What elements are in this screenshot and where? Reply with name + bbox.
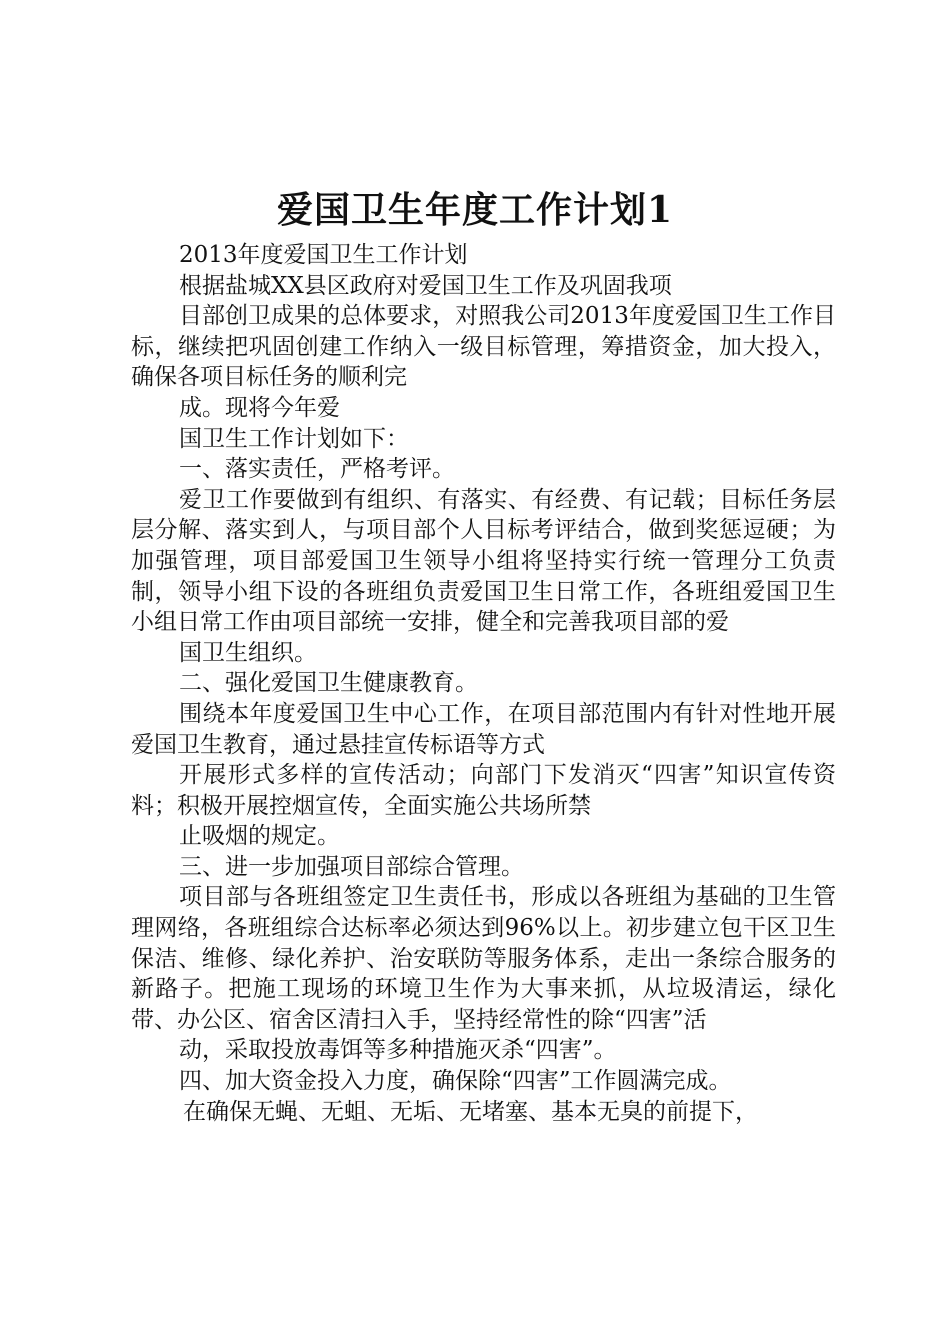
paragraph: 动，采取投放毒饵等多种措施灭杀“四害”。 (179, 1037, 617, 1064)
document-body (131, 240, 836, 1127)
section-heading-1: 一、落实责任，严格考评。 (179, 456, 455, 483)
paragraph-plan-heading: 2013年度爱国卫生工作计划 (179, 242, 468, 268)
section-heading-3: 三、进一步加强项目部综合管理。 (179, 853, 524, 880)
paragraph: 目部创卫成果的总体要求，对照我公司2013年度爱国卫生工作目标，继续把巩固创建工作纳入一级目标管理，筹措资金，加大投入，确保各项目标任务的顺利完 (131, 303, 836, 391)
paragraph: 项目部与各班组签定卫生责任书，形成以各班组为基础的卫生管理网络，各班组综合达标率必须达到96%以上。初步建立包干区卫生保洁、维修、绿化养护、治安联防等服务体系，走出一条综合服务的新路子。把施工现场的环境卫生作为大事来抓，从垃圾清运，绿化带、办公区、宿舍区清扫入手，坚持经常性的除“四害”活 (131, 884, 836, 1033)
paragraph: 在确保无蝇、无蛆、无垢、无堵塞、基本无臭的前提下， (183, 1098, 758, 1125)
paragraph: 围绕本年度爱国卫生中心工作，在项目部范围内有针对性地开展爱国卫生教育，通过悬挂宣传标语等方式 (131, 700, 836, 758)
section-heading-4: 四、加大资金投入力度，确保除“四害”工作圆满完成。 (179, 1068, 732, 1095)
paragraph: 根据盐城XX县区政府对爱国卫生工作及巩固我项 (179, 272, 672, 299)
section-heading-2: 二、强化爱国卫生健康教育。 (179, 670, 478, 697)
paragraph: 止吸烟的规定。 (179, 823, 340, 850)
paragraph: 国卫生工作计划如下： (179, 425, 409, 452)
paragraph: 成。现将今年爱 (179, 394, 340, 421)
paragraph: 国卫生组织。 (179, 639, 317, 666)
paragraph: 爱卫工作要做到有组织、有落实、有经费、有记载；目标任务层层分解、落实到人，与项目部个人目标考评结合，做到奖惩逗硬；为加强管理，项目部爱国卫生领导小组将坚持实行统一管理分工负责制，领导小组下设的各班组负责爱国卫生日常工作，各班组爱国卫生小组日常工作由项目部统一安排，健全和完善我项目部的爱 (131, 486, 836, 636)
paragraph: 开展形式多样的宣传活动；向部门下发消灭“四害”知识宣传资料；积极开展控烟宣传，全面实施公共场所禁 (131, 762, 836, 819)
document-title: 爱国卫生年度工作计划1 (276, 189, 674, 231)
